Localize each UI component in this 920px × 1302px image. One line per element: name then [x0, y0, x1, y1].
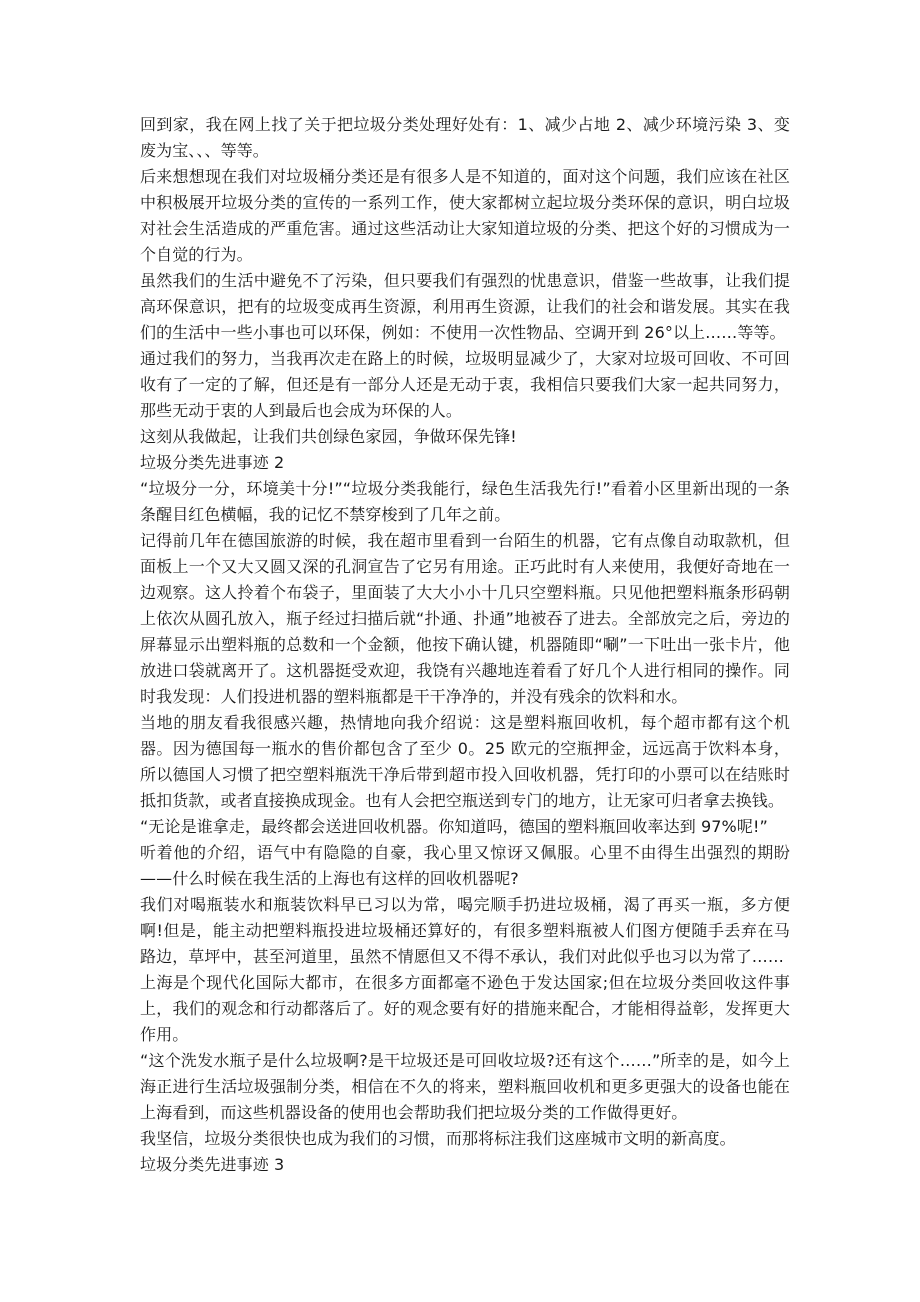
- paragraph: 虽然我们的生活中避免不了污染，但只要我们有强烈的忧患意识，借鉴一些故事，让我们提高环保意识，把有的垃圾变成再生资源，利用再生资源，让我们的社会和谐发展。其实在我们的生活中一些小事也可以环保，例如：不使用一次性物品、空调开到 26°以上……等等。: [140, 271, 790, 342]
- paragraph: 后来想想现在我们对垃圾桶分类还是有很多人是不知道的，面对这个问题，我们应该在社区中积极展开垃圾分类的宣传的一系列工作，使大家都树立起垃圾分类环保的意识，明白垃圾对社会生活造成的严重危害。通过这些活动让大家知道垃圾的分类、把这个好的习惯成为一个自觉的行为。: [140, 167, 790, 264]
- paragraph: 通过我们的努力，当我再次走在路上的时候，垃圾明显减少了，大家对垃圾可回收、不可回收有了一定的了解，但还是有一部分人还是无动于衷，我相信只要我们大家一起共同努力，那些无动于衷的人到最后也会成为环保的人。: [140, 349, 790, 420]
- paragraph: “无论是谁拿走，最终都会送进回收机器。你知道吗，德国的塑料瓶回收率达到 97%呢!”: [140, 817, 768, 836]
- paragraph: 上海是个现代化国际大都市，在很多方面都毫不逊色于发达国家;但在垃圾分类回收这件事上，我们的观念和行动都落后了。好的观念要有好的措施来配合，才能相得益彰，发挥更大作用。: [140, 973, 790, 1044]
- paragraph: “垃圾分一分，环境美十分!”“垃圾分类我能行，绿色生活我先行!”看着小区里新出现的一条条醒目红色横幅，我的记忆不禁穿梭到了几年之前。: [140, 479, 790, 524]
- paragraph: 回到家，我在网上找了关于把垃圾分类处理好处有：1、减少占地 2、减少环境污染 3、变废为宝、、、等等。: [140, 115, 790, 160]
- paragraph: 我坚信，垃圾分类很快也成为我们的习惯，而那将标注我们这座城市文明的新高度。: [140, 1129, 736, 1148]
- paragraph: “这个洗发水瓶子是什么垃圾啊?是干垃圾还是可回收垃圾?还有这个……”所幸的是，如今上海正进行生活垃圾强制分类，相信在不久的将来，塑料瓶回收机和更多更强大的设备也能在上海看到，而这些机器设备的使用也会帮助我们把垃圾分类的工作做得更好。: [140, 1051, 790, 1122]
- section-heading: 垃圾分类先进事迹 3: [140, 1155, 285, 1174]
- paragraph: 记得前几年在德国旅游的时候，我在超市里看到一台陌生的机器，它有点像自动取款机，但面板上一个又大又圆又深的孔洞宣告了它另有用途。正巧此时有人来使用，我便好奇地在一边观察。这人拎着个布袋子，里面装了大大小小十几只空塑料瓶。只见他把塑料瓶条形码朝上依次从圆孔放入，瓶子经过扫描后就“扑通、扑通”地被吞了进去。全部放完之后，旁边的屏幕显示出塑料瓶的总数和一个金额，他按下确认键，机器随即“唰”一下吐出一张卡片，他放进口袋就离开了。这机器挺受欢迎，我饶有兴趣地连着看了好几个人进行相同的操作。同时我发现：人们投进机器的塑料瓶都是干干净净的，并没有残余的饮料和水。: [140, 531, 790, 706]
- document-body: [140, 112, 790, 1178]
- paragraph: 我们对喝瓶装水和瓶装饮料早已习以为常，喝完顺手扔进垃圾桶，渴了再买一瓶，多方便啊!但是，能主动把塑料瓶投进垃圾桶还算好的，有很多塑料瓶被人们图方便随手丢弃在马路边，草坪中，甚至河道里，虽然不情愿但又不得不承认，我们对此似乎也习以为常了……: [140, 895, 790, 966]
- section-heading: 垃圾分类先进事迹 2: [140, 453, 285, 472]
- paragraph: 当地的朋友看我很感兴趣，热情地向我介绍说：这是塑料瓶回收机，每个超市都有这个机器。因为德国每一瓶水的售价都包含了至少 0。25 欧元的空瓶押金，远远高于饮料本身，所以德国人习惯了把空塑料瓶洗干净后带到超市投入回收机器，凭打印的小票可以在结账时抵扣货款，或者直接换成现金。也有人会把空瓶送到专门的地方，让无家可归者拿去换钱。: [140, 713, 790, 810]
- paragraph: 听着他的介绍，语气中有隐隐的自豪，我心里又惊讶又佩服。心里不由得生出强烈的期盼——什么时候在我生活的上海也有这样的回收机器呢?: [140, 843, 790, 888]
- paragraph: 这刻从我做起，让我们共创绿色家园，争做环保先锋!: [140, 427, 517, 446]
